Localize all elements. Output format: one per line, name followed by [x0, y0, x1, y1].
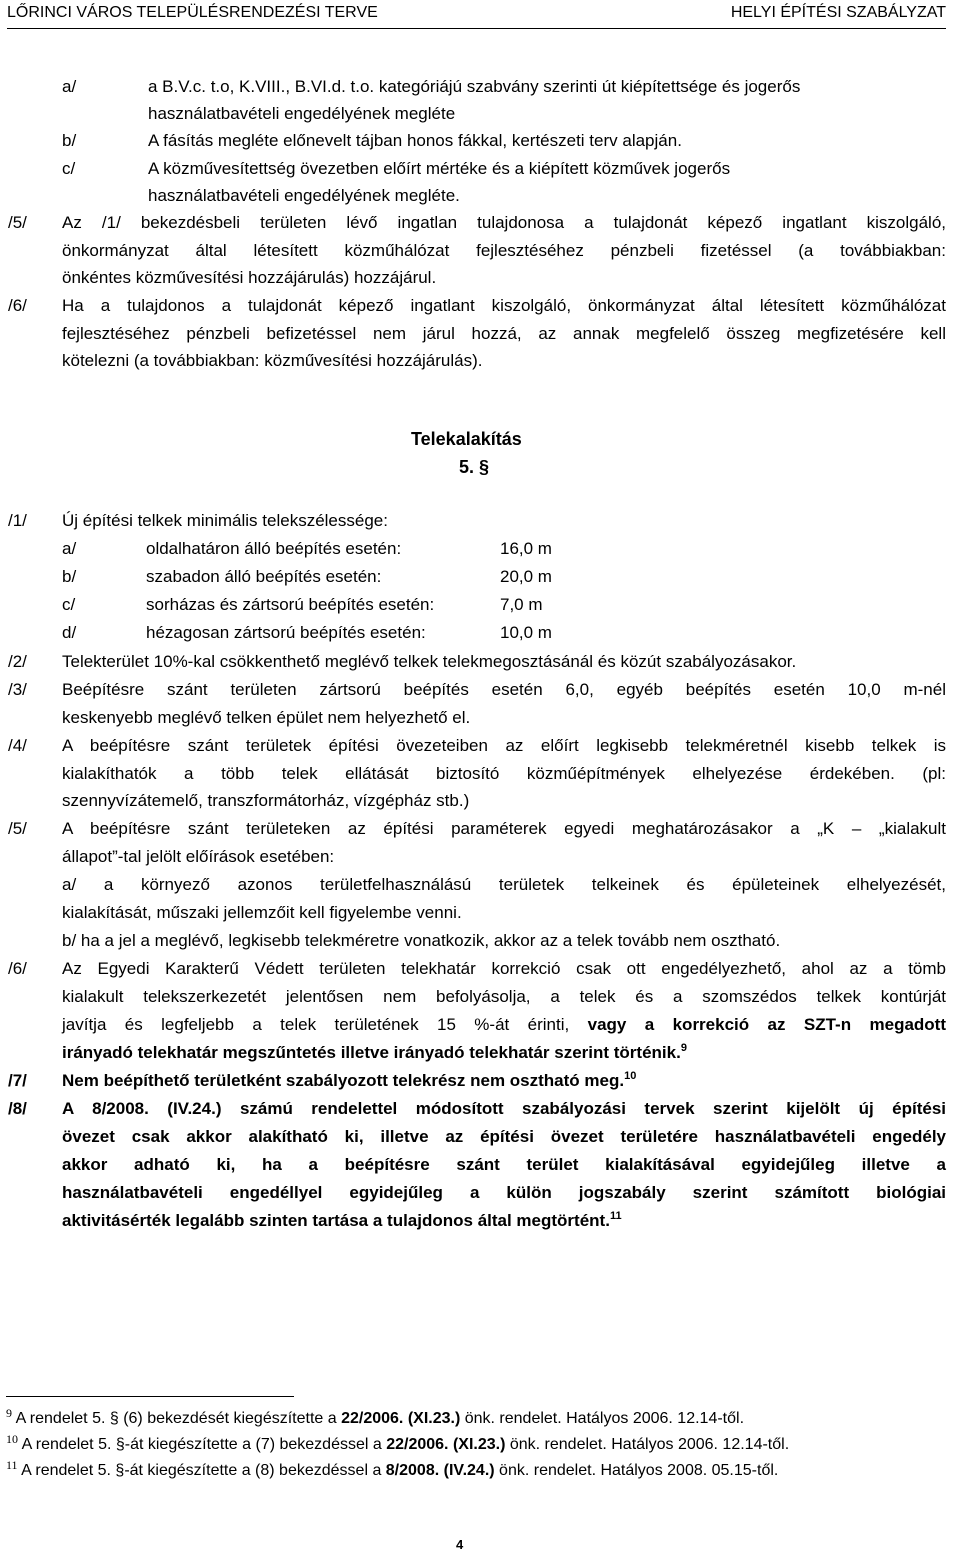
- footnote-ref-10[interactable]: 10: [624, 1070, 637, 1082]
- width-item-text: oldalhatáron álló beépítés esetén:: [146, 539, 402, 558]
- paragraph-5b-line-5: b/ ha a jel a meglévő, legkisebb telekméretre vonatkozik, akkor az a telek tovább nem osztható.: [62, 931, 781, 950]
- paragraph-label-7: /7/: [8, 1071, 27, 1090]
- item-label-b: b/: [62, 131, 77, 150]
- paragraph-label-6: /6/: [8, 296, 27, 315]
- width-item-value: 20,0 m: [500, 567, 552, 586]
- paragraph-label-6b: /6/: [8, 959, 27, 978]
- paragraph-5-line-1: Az /1/ bekezdésbeli területen lévő ingatlan tulajdonosa a tulajdonát képező ingatlant kiszolgáló,: [62, 213, 946, 232]
- paragraph-3-line-2: keskenyebb meglévő telken épület nem helyezhető el.: [62, 708, 471, 727]
- paragraph-6-line-3: kötelezni (a továbbiakban: közművesítési hozzájárulás).: [62, 351, 483, 370]
- footnote-text: A rendelet 5. § (6) bekezdését kiegészítette a: [15, 1410, 342, 1427]
- paragraph-4-line-3: szennyvízátemelő, transzformátorház, vízgépház stb.): [62, 791, 470, 810]
- width-item-value: 7,0 m: [500, 595, 543, 614]
- footnote-citation: 22/2006. (XI.23.): [386, 1436, 506, 1453]
- paragraph-6b-line-1: Az Egyedi Karakterű Védett területen telekhatár korrekció csak ott engedélyezhető, ahol az a tömb: [62, 959, 946, 978]
- section-title: Telekalakítás: [411, 429, 522, 449]
- width-item-letter: b/: [62, 567, 77, 586]
- footnote: [6, 1406, 745, 1429]
- paragraph-4-line-2: kialakíthatók a több telek ellátását biztosító közműépítmények elhelyezése érdekében. (pl:: [62, 764, 946, 783]
- paragraph-8-line-2: övezet csak akkor alakítható ki, illetve az építési övezet területére használatbavételi engedély: [62, 1127, 946, 1146]
- item-label-c: c/: [62, 159, 76, 178]
- paragraph-6-line-2: fejlesztéséhez pénzbeli befizetéssel nem járul hozzá, az annak megfelelő összeg megfizetésére kell: [62, 324, 946, 343]
- page-header: [0, 0, 960, 30]
- paragraph-6b-line-3: [62, 1014, 946, 1036]
- footnote-ref-11[interactable]: 11: [609, 1210, 622, 1222]
- paragraph-8-line-5: [62, 1210, 622, 1232]
- paragraph-6b-line-4: [62, 1042, 687, 1064]
- paragraph-7-text: Nem beépíthető területként szabályozott telekrész nem osztható meg.: [62, 1071, 625, 1090]
- footnote-citation: 8/2008. (IV.24.): [385, 1462, 495, 1479]
- paragraph-5b-line-2: állapot”-tal jelölt előírások esetében:: [62, 847, 335, 866]
- paragraph-8-line-3: akkor adható ki, ha a beépítésre szánt terület kialakításával egyidejűleg illetve a: [62, 1155, 946, 1174]
- footnote: [6, 1432, 790, 1455]
- paragraph-label-5b: /5/: [8, 819, 27, 838]
- width-item-letter: a/: [62, 539, 77, 558]
- width-item-text: hézagosan zártsorú beépítés esetén:: [146, 623, 426, 642]
- section-number: 5. §: [459, 457, 490, 477]
- header-document-title: LŐRINCI VÁROS TELEPÜLÉSRENDEZÉSI TERVE: [7, 4, 378, 21]
- footnote-text: A rendelet 5. §-át kiegészítette a (7) bekezdéssel a: [21, 1436, 387, 1453]
- header-section-title: HELYI ÉPÍTÉSI SZABÁLYZAT: [730, 4, 946, 21]
- paragraph-3-line-1: Beépítésre szánt területen zártsorú beépítés esetén 6,0, egyéb beépítés esetén 10,0 m-nél: [62, 680, 946, 699]
- footnote-text: A rendelet 5. §-át kiegészítette a (8) bekezdéssel a: [21, 1462, 386, 1479]
- width-item-letter: d/: [62, 623, 77, 642]
- paragraph-6b-line-3-normal: javítja és legfeljebb a telek területének 15 %-át érinti,: [62, 1015, 588, 1034]
- paragraph-label-4: /4/: [8, 736, 27, 755]
- paragraph-5b-line-1: A beépítésre szánt területeken az építési paraméterek egyedi meghatározásakor a „K – „kialakult: [62, 819, 946, 838]
- item-label-a: a/: [62, 77, 77, 96]
- paragraph-5b-line-4: kialakítását, műszaki jellemzőit kell figyelembe venni.: [62, 903, 462, 922]
- paragraph-6b-line-4-text: irányadó telekhatár megszűntetés illetve irányadó telekhatár szerint történik.: [62, 1043, 681, 1062]
- width-item-value: 10,0 m: [500, 623, 552, 642]
- paragraph-label-2: /2/: [8, 652, 27, 671]
- width-item-value: 16,0 m: [500, 539, 552, 558]
- width-item-letter: c/: [62, 595, 76, 614]
- footnote-text: önk. rendelet. Hatályos 2008. 05.15-től.: [494, 1462, 779, 1479]
- item-a-line-1: a B.V.c. t.o, K.VIII., B.VI.d. t.o. kategóriájú szabvány szerinti út kiépítettsége és jogerős: [148, 77, 801, 96]
- item-c-line-1: A közművesítettség övezetben előírt mértéke és a kiépített közművek jogerős: [148, 159, 731, 178]
- paragraph-6-line-1: Ha a tulajdonos a tulajdonát képező ingatlant kiszolgáló, önkormányzat által létesített közműhálózat: [62, 296, 946, 315]
- paragraph-6b-line-2: kialakult telekszerkezetét jelentősen nem befolyásolja, a telek és a szomszédos telkek kontúrját: [62, 987, 946, 1006]
- footnote-ref-9[interactable]: 9: [680, 1042, 687, 1054]
- width-item-text: szabadon álló beépítés esetén:: [146, 567, 382, 586]
- footnote-separator: [6, 1396, 294, 1397]
- footnote-number: 10: [6, 1432, 18, 1446]
- paragraph-8-line-1: A 8/2008. (IV.24.) számú rendelettel módosított szabályozási tervek szerint kijelölt új építési: [62, 1099, 946, 1118]
- header-rule: [7, 28, 946, 29]
- paragraph-label-5: /5/: [8, 213, 27, 232]
- footnote-number: 9: [6, 1406, 12, 1420]
- paragraph-label-1: /1/: [8, 511, 27, 530]
- paragraph-6b-line-3-bold: vagy a korrekció az SZT-n megadott: [587, 1015, 946, 1034]
- paragraph-label-8: /8/: [8, 1099, 27, 1118]
- paragraph-8-line-4: használatbavételi engedéllyel egyidejűleg a külön jogszabály szerint számított biológiai: [62, 1183, 946, 1202]
- paragraph-5-line-3: önkéntes közművesítési hozzájárulás) hozzájárul.: [62, 268, 437, 287]
- item-b-line-1: A fásítás megléte előnevelt tájban honos fákkal, kertészeti terv alapján.: [148, 131, 682, 150]
- footnote-text: önk. rendelet. Hatályos 2006. 12.14-től.: [505, 1436, 790, 1453]
- paragraph-2-line-1: Telekterület 10%-kal csökkenthető meglévő telkek telekmegosztásánál és közút szabályozásakor.: [62, 652, 797, 671]
- page-number: 4: [456, 1537, 464, 1552]
- paragraph-label-3: /3/: [8, 680, 27, 699]
- item-c-line-2: használatbavételi engedélyének megléte.: [148, 186, 460, 205]
- footnote: [6, 1458, 779, 1481]
- paragraph-5-line-2: önkormányzat által létesített közműhálózat fejlesztéséhez pénzbeli fizetéssel (a továbbiakban:: [62, 241, 946, 260]
- paragraph-8-text: aktivitásérték legalább szinten tartása a tulajdonos által megtörtént.: [62, 1211, 610, 1230]
- width-item-text: sorházas és zártsorú beépítés esetén:: [146, 595, 435, 614]
- footnote-number: 11: [6, 1458, 18, 1472]
- item-a-line-2: használatbavételi engedélyének megléte: [148, 104, 456, 123]
- paragraph-5b-line-3: a/ a környező azonos területfelhasználású területek telkeinek és épületeinek elhelyezését,: [62, 875, 946, 894]
- footnote-citation: 22/2006. (XI.23.): [341, 1410, 461, 1427]
- paragraph-4-line-1: A beépítésre szánt területek építési övezeteiben az előírt legkisebb telekméretnél kisebb telkek is: [62, 736, 946, 755]
- paragraph-1-intro: Új építési telkek minimális telekszélessége:: [62, 511, 388, 530]
- footnote-text: önk. rendelet. Hatályos 2006. 12.14-től.: [460, 1410, 745, 1427]
- paragraph-7-line-1: [62, 1070, 636, 1092]
